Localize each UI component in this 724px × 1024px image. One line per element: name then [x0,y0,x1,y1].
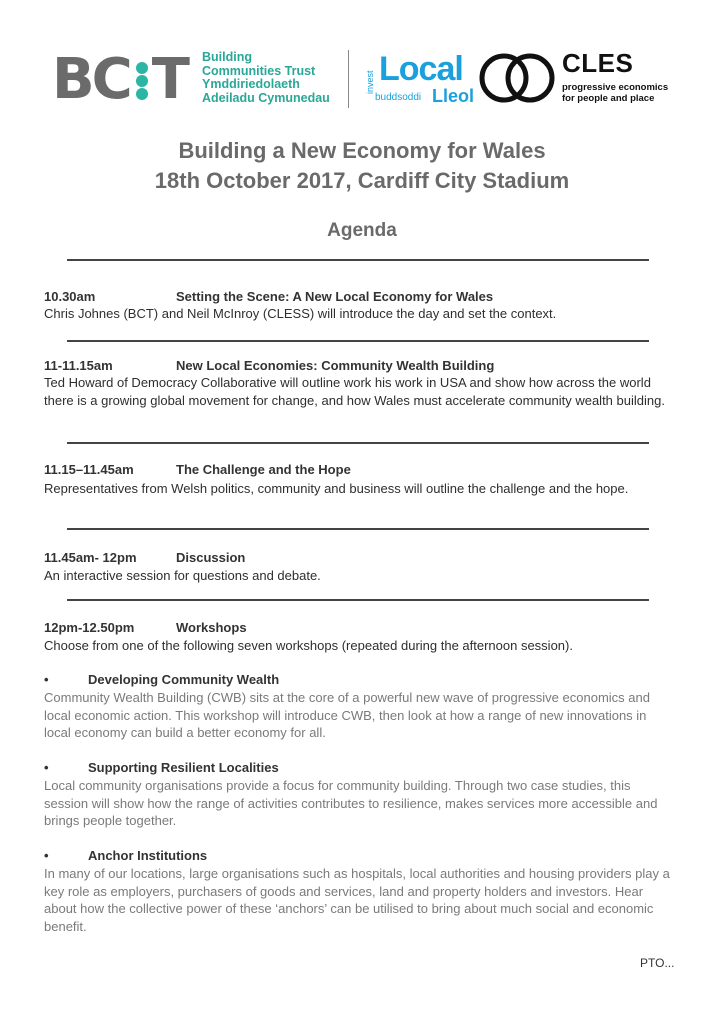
bct-logo-mark: BC T [52,47,187,112]
workshop-heading [44,760,279,775]
session-description: Ted Howard of Democracy Collaborative will outline work his work in USA and show how across the world there is a growing global movement for change, and how Wales must accelerate community wealth building. [44,375,665,408]
bullet-icon: • [44,760,49,775]
session-description: Chris Johnes (BCT) and Neil McInroy (CLESS) will introduce the day and set the context. [44,306,557,321]
invest-local-logo [365,48,475,112]
workshop-heading [44,672,279,687]
local-label: Local [379,50,463,88]
agenda-item-heading [44,462,351,477]
session-time: 11.15–11.45am [44,462,134,477]
session-title: New Local Economies: Community Wealth Building [176,358,495,373]
bullet-icon: • [44,848,49,863]
workshop-title: Supporting Resilient Localities [88,760,279,775]
page-title: Building a New Economy for Wales [178,138,546,163]
agenda-item-heading [44,289,493,304]
session-title: The Challenge and the Hope [176,462,351,477]
workshop-heading [44,848,207,863]
bct-dots-icon [136,62,150,100]
workshop-description: Local community organisations provide a focus for community building. Through two case studies, this session will show how the range of activities contributes to resilience, makes services more accessible and brings people together. [44,778,658,828]
cles-name: CLES [562,48,634,78]
divider-rule [67,340,649,342]
session-time: 11.45am- 12pm [44,550,137,565]
agenda-item-heading [44,358,494,373]
session-description: An interactive session for questions and debate. [44,568,321,583]
invest-label: invest [365,70,375,94]
agenda-item-heading [44,620,247,635]
divider-rule [67,259,649,261]
cles-rings-icon [478,52,556,104]
divider-rule [67,442,649,444]
session-description: Representatives from Welsh politics, community and business will outline the challenge and the hope. [44,481,629,496]
session-title: Setting the Scene: A New Local Economy for Wales [176,289,494,304]
session-title: Workshops [176,620,247,635]
divider-rule [67,528,649,530]
workshop-title: Anchor Institutions [88,848,208,863]
agenda-item-heading [44,550,245,565]
session-description: Choose from one of the following seven workshops (repeated during the afternoon session). [44,638,573,653]
session-time: 10.30am [44,289,96,304]
agenda-heading: Agenda [327,220,397,241]
pto-note: PTO... [640,956,675,970]
session-time: 12pm-12.50pm [44,620,135,635]
logo-banner [50,48,690,112]
lleol-label: Lleol [432,86,475,106]
buddsoddi-label: buddsoddi [375,92,422,103]
logo-divider [348,50,349,108]
page-subtitle: 18th October 2017, Cardiff City Stadium [154,168,570,193]
workshop-description: In many of our locations, large organisations such as hospitals, local authorities and housing providers play a key role as employers, purchasers of goods and services, land and property holders and investors. Hear about how the collective power of these ‘anchors’ can be utilised to bring about much social and economic benefit. [44,866,670,934]
workshop-title: Developing Community Wealth [88,672,280,687]
divider-rule [67,599,649,601]
session-title: Discussion [176,550,246,565]
workshop-description: Community Wealth Building (CWB) sits at the core of a powerful new wave of progressive economics and local economic action. This workshop will introduce CWB, then look at how a range of new innovations in local economy can build a better economy for all. [44,690,650,740]
bullet-icon: • [44,672,49,687]
session-time: 11-11.15am [44,358,113,373]
cles-tagline: progressive economics for people and place [562,82,669,104]
bct-logo-text: Building Communities Trust Ymddiriedolaeth Adeiladu Cymunedau [202,50,330,105]
